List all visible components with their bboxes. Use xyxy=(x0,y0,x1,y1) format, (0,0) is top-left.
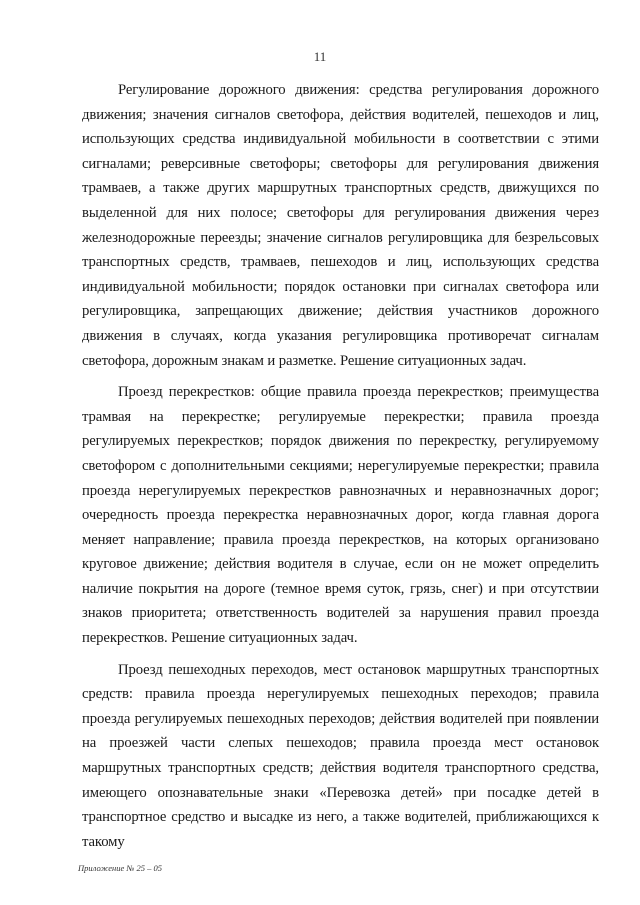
page-number: 11 xyxy=(313,49,327,64)
body-text xyxy=(82,78,599,854)
paragraph-traffic-regulation: Регулирование дорожного движения: средства регулирования дорожного движения; значения сигналов светофора, действия водителей, пешеходов и лиц, использующих средства индивидуальной мобильности в соответствии с этими сигналами; реверсивные светофоры; светофоры для регулирования движения трамваев, а также других маршрутных транспортных средств, движущихся по выделенной для них полосе; светофоры для регулирования движения через железнодорожные переезды; значение сигналов регулировщика для безрельсовых транспортных средств, трамваев, пешеходов и лиц, использующих средства индивидуальной мобильности; порядок остановки при сигналах светофора или регулировщика, запрещающих движение; действия участников дорожного движения в случаях, когда указания регулировщика противоречат сигналам светофора, дорожным знакам и разметке. Решение ситуационных задач. xyxy=(82,82,599,369)
footer-note: Приложение № 25 – 05 xyxy=(78,863,163,873)
paragraph-pedestrian-crossings: Проезд пешеходных переходов, мест остановок маршрутных транспортных средств: правила проезда нерегулируемых пешеходных переходов; правила проезда регулируемых пешеходных переходов; действия водителей при появлении на проезжей части слепых пешеходов; правила проезда мест остановок маршрутных транспортных средств; действия водителя транспортного средства, имеющего опознавательные знаки «Перевозка детей» при посадке детей в транспортное средство и высадке из него, а также водителей, приближающихся к такому xyxy=(82,661,599,850)
paragraph-intersections: Проезд перекрестков: общие правила проезда перекрестков; преимущества трамвая на перекрестке; регулируемые перекрестки; правила проезда регулируемых перекрестков; порядок движения по перекрестку, регулируемому светофором с дополнительными секциями; нерегулируемые перекрестки; правила проезда нерегулируемых перекрестков равнозначных и неравнозначных дорог; очередность проезда перекрестка неравнозначных дорог, когда главная дорога меняет направление; правила проезда перекрестков, на которых организовано круговое движение; действия водителя в случае, если он не может определить наличие покрытия на дороге (темное время суток, грязь, снег) и при отсутствии знаков приоритета; ответственность водителей за нарушения правил проезда перекрестков. Решение ситуационных задач. xyxy=(82,384,599,647)
